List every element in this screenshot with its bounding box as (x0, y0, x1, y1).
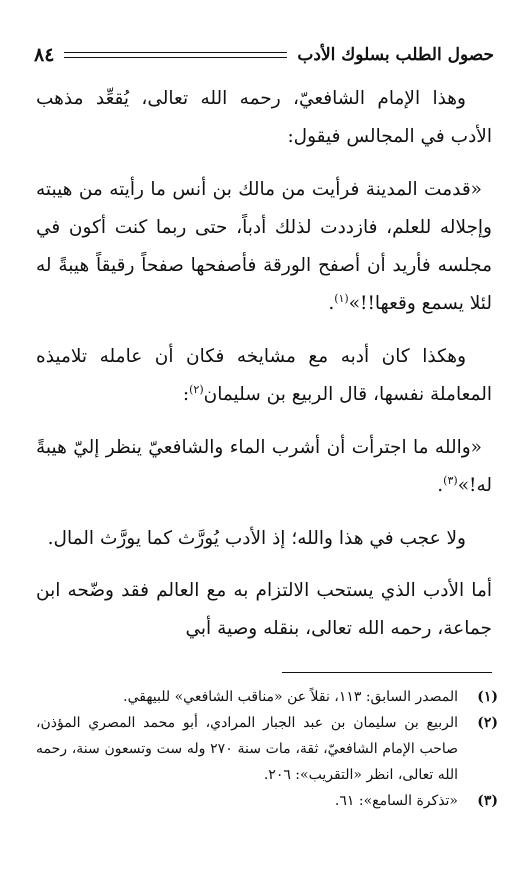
paragraph: ولا عجب في هذا والله؛ إذ الأدب يُورَّث كما يورَّث المال. (47, 528, 466, 549)
footnote-number: (١) (477, 689, 498, 705)
paragraph: أما الأدب الذي يستحب الالتزام به مع العالم فقد وضّحه ابن جماعة، رحمه الله تعالى، بنقله وصية أبي (36, 580, 492, 639)
footnote-text: المصدر السابق: ١١٣، نقلاً عن «مناقب الشافعي» للبيهقي. (123, 689, 458, 705)
page-header (34, 40, 494, 70)
quote-text: «والله ما اجترأت أن أشرب الماء والشافعيّ ينظر إليّ هيبةً له!» (36, 437, 492, 496)
punctuation: : (182, 384, 190, 405)
footnote-text: «تذكرة السامع»: ٦١. (334, 793, 458, 809)
footnote (36, 684, 498, 710)
page-number: ٨٤ (34, 44, 55, 66)
paragraph (36, 338, 492, 414)
quote-paragraph: «والله ما اجترأت أن أشرب الماء والشافعيّ ينظر إليّ هيبةً له!»$^{(٣)}$. (36, 437, 492, 496)
footnote-number: (٣) (477, 793, 498, 809)
paragraph-text: وهكذا كان أدبه مع مشايخه فكان أن عامله تلاميذه المعاملة نفسها، قال الربيع بن سليمان (36, 346, 492, 405)
quote-text: «قدمت المدينة فرأيت من مالك بن أنس ما رأيته من هيبته وإجلاله للعلم، فازددت لذلك أدباً، حتى ربما كنت أكون في مجلسه فأريد أن أصفح الورقة فأصفحها صفحاً رقيقاً هيبةً له لئلا يسمع وقعها!!» (36, 179, 492, 314)
footnote-text: الربيع بن سليمان بن عبد الجبار المرادي، أبو محمد المصري المؤذن، صاحب الإمام الشافعيّ، ثقة، مات سنة ٢٧٠ وله ست وتسعون سنة، رحمه الله تعالى، انظر «التقريب»: ٢٠٦. (36, 715, 459, 783)
running-title: حصول الطلب بسلوك الأدب (297, 45, 494, 65)
footnote-ref: (١) (334, 291, 349, 305)
footnote-separator (282, 672, 492, 673)
quote-paragraph: «قدمت المدينة فرأيت من مالك بن أنس ما رأيته من هيبته وإجلاله للعلم، فازددت لذلك أدباً، حتى ربما كنت أكون في مجلسه فأريد أن أصفح الورقة فأصفحها صفحاً رقيقاً هيبةً له لئلا يسمع وقعها!!»$^{(١)}$. (36, 179, 492, 314)
header-rule (64, 52, 287, 58)
footnote (36, 788, 498, 814)
footnotes (36, 684, 498, 814)
body-text (36, 80, 492, 648)
footnote (36, 710, 498, 788)
footnote-ref: (٣) (443, 473, 458, 487)
paragraph: وهذا الإمام الشافعيّ، رحمه الله تعالى، يُقعِّد مذهب الأدب في المجالس فيقول: (36, 88, 492, 147)
footnote-number: (٢) (477, 715, 498, 731)
footnote-ref: (٢) (189, 382, 204, 396)
